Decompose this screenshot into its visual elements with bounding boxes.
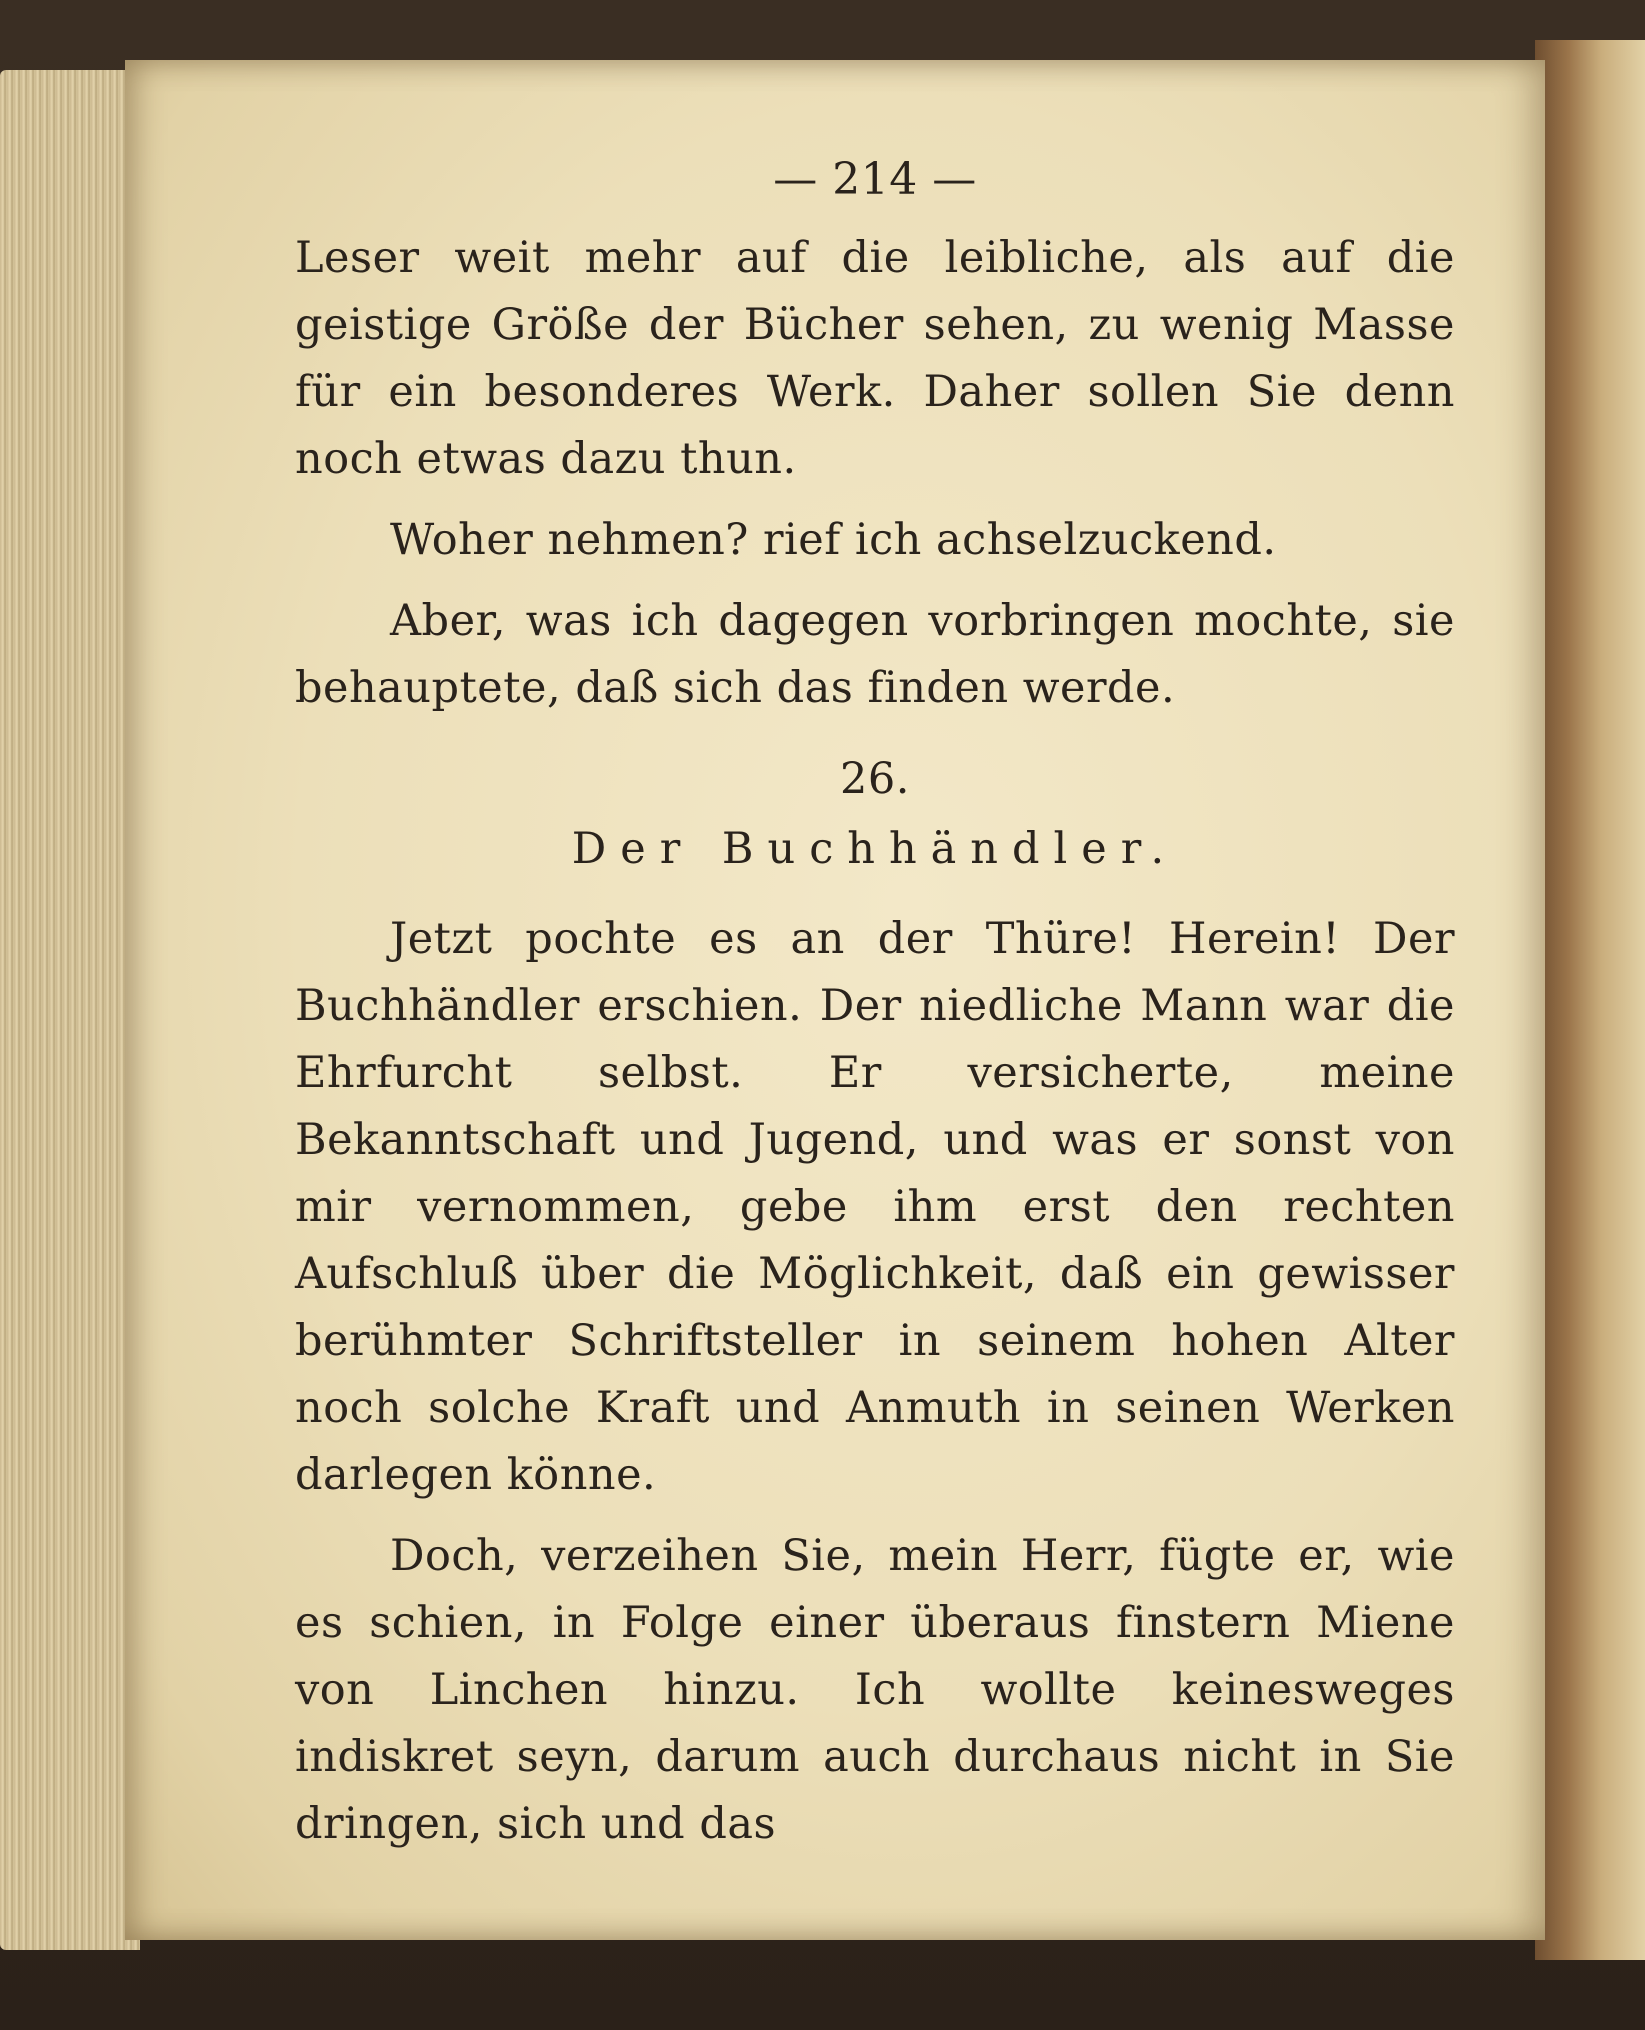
paragraph-3: Aber, was ich dagegen vorbringen mochte, sie behauptete, daß sich das finden werde. — [295, 596, 1455, 713]
page-number: — 214 — — [773, 154, 977, 205]
right-page-edge — [1535, 40, 1645, 1960]
left-page-edges — [0, 70, 140, 1950]
paragraph-4: Jetzt pochte es an der Thüre! Herein! Der Buchhändler erschien. Der niedliche Mann war die Ehrfurcht selbst. Er versicherte, meine Bekanntschaft und Jugend, und was er sonst von mir vernommen, gebe ihm erst den rechten Aufschluß über die Möglichkeit, daß ein gewisser berühmter Schriftsteller in seinem hohen Alter noch solche Kraft und Anmuth in seinen Werken darlegen könne. — [295, 914, 1455, 1500]
book-page — [125, 60, 1545, 1940]
chapter-title: Der Buchhändler. — [571, 824, 1179, 874]
paragraph-1: Leser weit mehr auf die leibliche, als auf die geistige Größe der Bücher sehen, zu wenig Masse für ein besonderes Werk. Daher sollen Sie denn noch etwas dazu thun. — [295, 233, 1455, 484]
paragraph-2: Woher nehmen? rief ich achselzuckend. — [390, 515, 1277, 565]
chapter-number: 26. — [840, 754, 910, 804]
paragraph-5: Doch, verzeihen Sie, mein Herr, fügte er, wie es schien, in Folge einer überaus finstern Miene von Linchen hinzu. Ich wollte keinesweges indiskret seyn, darum auch durchaus nicht in Sie dringen, sich und das — [295, 1531, 1455, 1849]
text-block — [295, 145, 1455, 1872]
